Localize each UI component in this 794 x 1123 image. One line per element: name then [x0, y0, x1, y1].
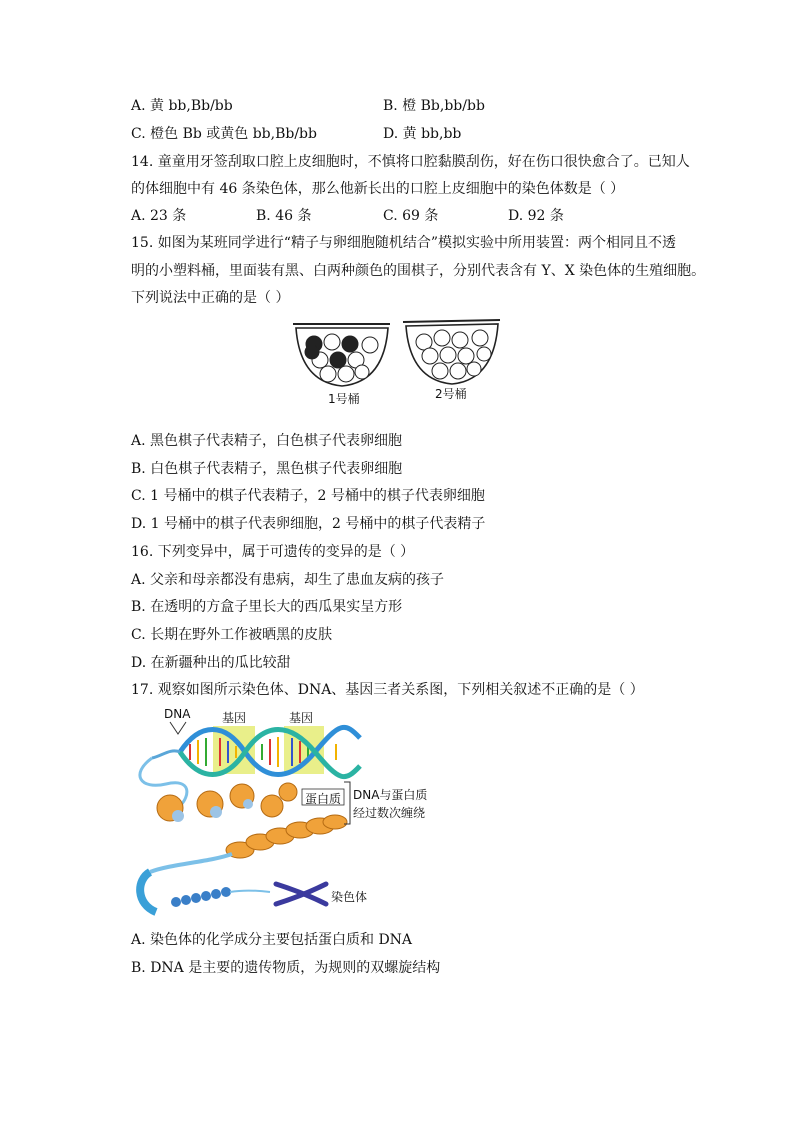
- q17-option-b: B. DNA 是主要的遗传物质，为规则的双螺旋结构: [131, 960, 441, 976]
- bucket-2: [403, 320, 500, 384]
- chromosome-shape: [276, 884, 326, 904]
- q13-option-a: A. 黄 bb,Bb/bb: [131, 98, 233, 114]
- nucleosomes: [157, 783, 297, 822]
- q14-stem-line2: 的体细胞中有 46 条染色体，那么他新长出的口腔上皮细胞中的染色体数是（ ）: [131, 181, 625, 197]
- q15-stem-line2: 明的小塑料桶，里面装有黑、白两种颜色的围棋子，分别代表含有 Y、X 染色体的生殖细胞。: [131, 263, 706, 279]
- q17-option-a: A. 染色体的化学成分主要包括蛋白质和 DNA: [131, 932, 413, 948]
- q14-option-d: D. 92 条: [508, 208, 564, 224]
- q15-stem-line1: 15. 如图为某班同学进行“精子与卵细胞随机结合”模拟实验中所用装置：两个相同且不透: [131, 235, 677, 251]
- q14-option-a: A. 23 条: [131, 208, 187, 224]
- label-gene-1: 基因: [222, 711, 247, 725]
- chromatin-fiber: [150, 815, 347, 872]
- q13-option-d: D. 黄 bb,bb: [383, 126, 462, 142]
- q14-stem-line1: 14. 童童用牙签刮取口腔上皮细胞时，不慎将口腔黏膜刮伤，好在伤口很快愈合了。已知人: [131, 154, 690, 170]
- bucket-1-label: 1号桶: [328, 392, 360, 406]
- q14-option-c: C. 69 条: [383, 208, 439, 224]
- label-protein: 蛋白质: [305, 792, 342, 806]
- bucket-figure: [290, 316, 505, 408]
- q17-stem: 17. 观察如图所示染色体、DNA、基因三者关系图，下列相关叙述不正确的是（ ）: [131, 682, 644, 698]
- q16-stem: 16. 下列变异中，属于可遗传的变异的是（ ）: [131, 544, 415, 560]
- label-chromosome: 染色体: [331, 890, 368, 904]
- q15-option-d: D. 1 号桶中的棋子代表卵细胞，2 号桶中的棋子代表精子: [131, 516, 486, 532]
- label-gene-2: 基因: [289, 711, 314, 725]
- q15-option-c: C. 1 号桶中的棋子代表精子，2 号桶中的棋子代表卵细胞: [131, 488, 485, 504]
- q15-option-a: A. 黑色棋子代表精子，白色棋子代表卵细胞: [131, 433, 403, 449]
- q16-option-b: B. 在透明的方盒子里长大的西瓜果实呈方形: [131, 599, 403, 615]
- dna-helix: [152, 727, 360, 776]
- label-dna: DNA: [164, 707, 191, 721]
- label-wrap-line2: 经过数次缠绕: [353, 806, 426, 820]
- q13-option-b: B. 橙 Bb,bb/bb: [383, 98, 485, 114]
- q15-stem-line3: 下列说法中正确的是（ ）: [131, 290, 290, 306]
- q13-option-c: C. 橙色 Bb 或黄色 bb,Bb/bb: [131, 126, 317, 142]
- bucket-1: [293, 324, 390, 386]
- q16-option-c: C. 长期在野外工作被晒黑的皮肤: [131, 627, 333, 643]
- label-wrap-line1: DNA与蛋白质: [353, 788, 428, 802]
- bucket-2-label: 2号桶: [435, 387, 467, 401]
- q16-option-a: A. 父亲和母亲都没有患病，却生了患血友病的孩子: [131, 572, 445, 588]
- q14-option-b: B. 46 条: [256, 208, 312, 224]
- q15-option-b: B. 白色棋子代表精子，黑色棋子代表卵细胞: [131, 461, 403, 477]
- solenoid: [140, 872, 270, 912]
- q16-option-d: D. 在新疆种出的瓜比较甜: [131, 655, 291, 671]
